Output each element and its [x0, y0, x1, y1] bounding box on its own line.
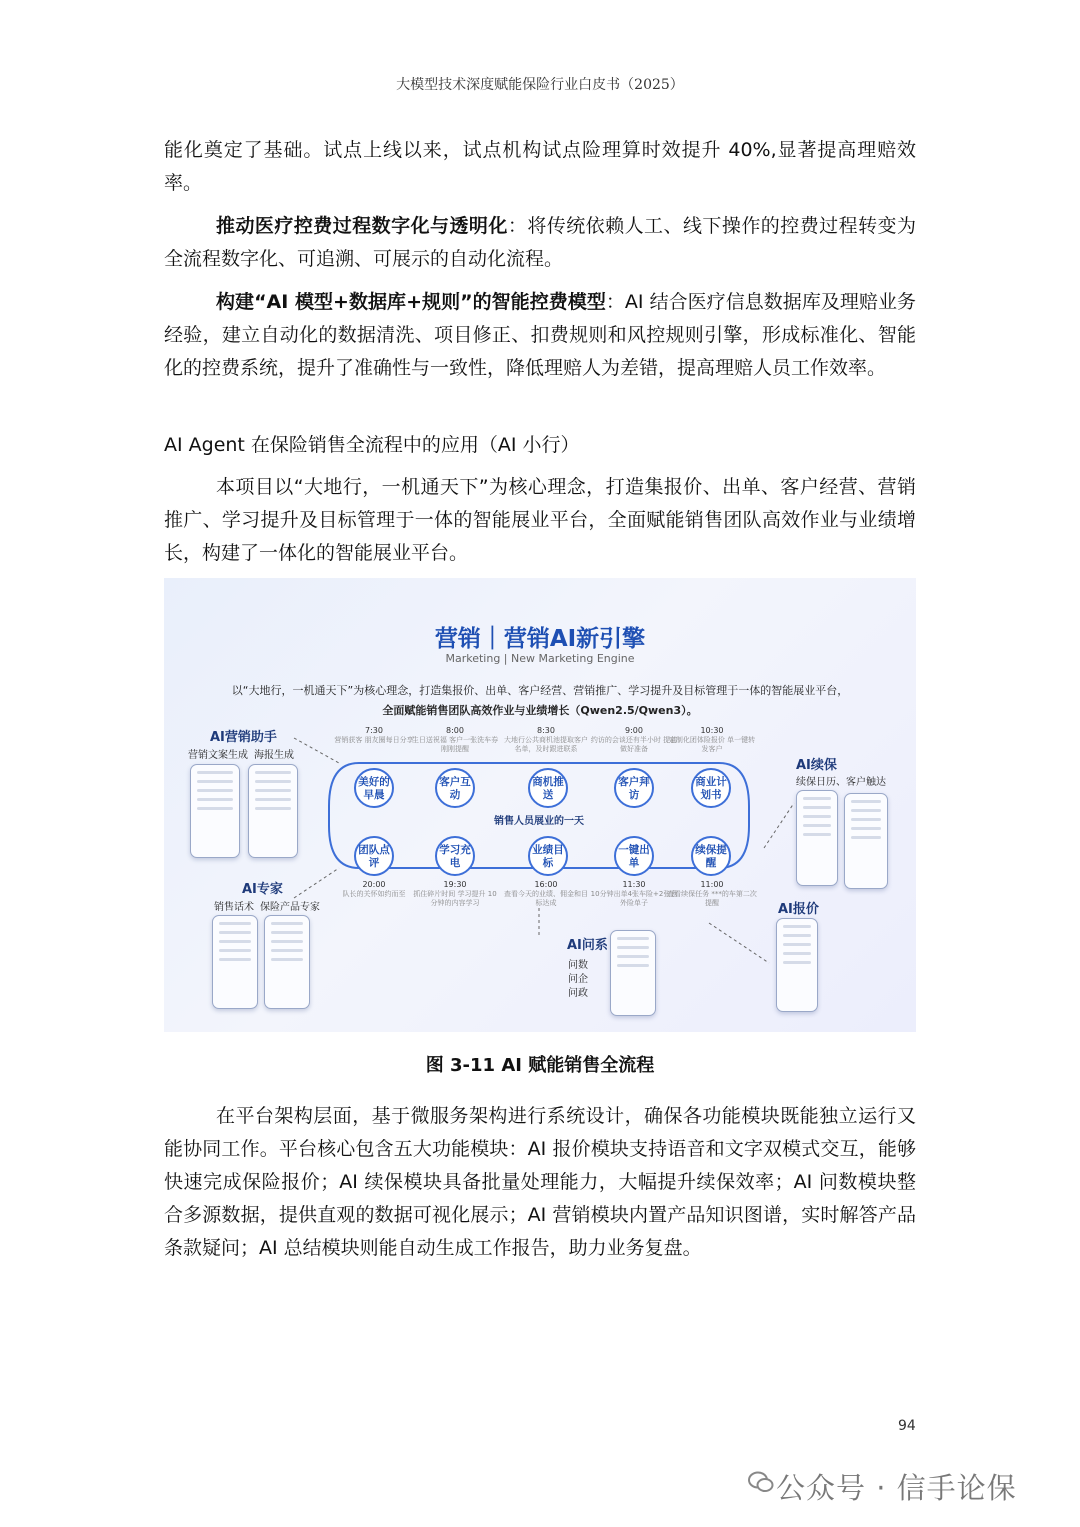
node-customer-interaction: 客户互动 — [435, 768, 475, 808]
bottom-time-4: 11:30 — [622, 880, 646, 889]
phone-mockup-expert-2 — [264, 915, 310, 1009]
ai-quote-title: AI报价 — [778, 902, 819, 917]
bottom-time-1: 20:00 — [362, 880, 386, 889]
running-header: 大模型技术深度赋能保险行业白皮书（2025） — [396, 77, 684, 93]
phone-mockup-marketing-2 — [248, 764, 298, 858]
ai-qa-item-1: 问数 — [568, 960, 588, 971]
figure-marketing-flow — [164, 578, 916, 1032]
paragraph-2-lead: 推动医疗控费过程数字化与透明化 — [216, 215, 508, 237]
figure-desc-line-1: 以“大地行，一机通天下”为核心理念，打造集报价、出单、客户经营、营销推广、学习提升及目标管理于一体的智能展业平台， — [231, 684, 849, 697]
bottom-text-2: 抓住碎片时间 学习提升 10分钟的内容学习 — [413, 890, 497, 907]
ai-expert-item-1: 销售话术 — [214, 902, 254, 913]
node-learning: 学习充电 — [435, 836, 475, 876]
phone-mockup-marketing-1 — [190, 764, 240, 858]
bottom-text-1: 队长的关怀如约而至 — [342, 890, 406, 898]
ai-marketing-item-1: 营销文案生成 — [188, 750, 248, 761]
phone-mockup-qa — [610, 930, 656, 1016]
figure-subtitle: Marketing | New Marketing Engine — [445, 652, 635, 665]
bottom-text-3: 查看今天的业绩、佣金和目标达成 — [504, 890, 588, 907]
figure-caption: 图 3-11 AI 赋能销售全流程 — [425, 1055, 655, 1076]
node-opportunity-push: 商机推送 — [528, 768, 568, 808]
node-morning: 美好的早晨 — [354, 768, 394, 808]
bottom-time-3: 16:00 — [534, 880, 558, 889]
page-number: 94 — [898, 1418, 916, 1434]
top-text-4: 约访的会谈还有半小时 提前做好准备 — [590, 736, 678, 753]
paragraph-3-lead: 构建“AI 模型+数据库+规则”的智能控费模型 — [216, 291, 606, 313]
section-subheading: AI Agent 在保险销售全流程中的应用（AI 小行） — [164, 434, 580, 456]
ai-expert-title: AI专家 — [242, 882, 283, 897]
ai-expert-item-2: 保险产品专家 — [260, 902, 320, 913]
ai-marketing-title: AI营销助手 — [210, 730, 277, 745]
bottom-time-5: 11:00 — [700, 880, 724, 889]
wechat-icon — [748, 1469, 774, 1495]
node-performance-goal: 业绩目标 — [528, 836, 568, 876]
ai-renewal-item: 续保日历、客户触达 — [796, 777, 886, 788]
phone-mockup-expert-1 — [212, 915, 258, 1009]
ai-marketing-item-2: 海报生成 — [254, 750, 294, 761]
phone-mockup-quote — [776, 918, 818, 1012]
center-label: 销售人员展业的一天 — [494, 816, 584, 827]
top-time-3: 8:30 — [537, 726, 555, 735]
top-text-1: 营销获客 朋友圈每日分享 — [334, 736, 414, 744]
top-text-2: 生日送祝福 客户一张洗车券刚刚提醒 — [411, 736, 499, 753]
ai-qa-title: AI问系 — [567, 938, 608, 953]
node-renewal-reminder: 续保提醒 — [691, 836, 731, 876]
ai-renewal-title: AI续保 — [796, 758, 837, 773]
ai-qa-item-2: 问企 — [568, 974, 588, 985]
top-text-5: 定制化团体险报价 单一键转发客户 — [668, 736, 756, 753]
node-team-review: 团队点评 — [354, 836, 394, 876]
paragraph-4: 本项目以“大地行，一机通天下”为核心理念，打造集报价、出单、客户经营、营销推广、学习提升及目标管理于一体的智能展业平台，全面赋能销售团队高效作业与业绩增长，构建了一体化的智能展业平台。 — [164, 476, 916, 564]
paragraph-2 — [164, 210, 916, 276]
paragraph-1: 能化奠定了基础。试点上线以来，试点机构试点险理算时效提升 40%,显著提高理赔效率。 — [164, 139, 916, 194]
node-business-plan: 商业计划书 — [691, 768, 731, 808]
bottom-text-5: 查看续保任务 ***的车第二次提醒 — [667, 890, 757, 907]
top-time-1: 7:30 — [365, 726, 383, 735]
node-customer-visit: 客户拜访 — [614, 768, 654, 808]
paragraph-3 — [164, 286, 916, 385]
bottom-time-2: 19:30 — [443, 880, 467, 889]
figure-desc-line-2: 全面赋能销售团队高效作业与业绩增长（Qwen2.5/Qwen3）。 — [382, 704, 698, 717]
node-one-click-issue: 一键出单 — [614, 836, 654, 876]
ai-qa-item-3: 问政 — [568, 988, 588, 999]
paragraph-2-text: ：将传统依赖人工、线下操作的控费过程转变为全流程数字化、可追溯、可展示的自动化流程。 — [164, 215, 916, 270]
paragraph-5: 在平台架构层面，基于微服务架构进行系统设计，确保各功能模块既能独立运行又能协同工作。平台核心包含五大功能模块：AI 报价模块支持语音和文字双模式交互，能够快速完成保险报价；AI 续保模块具备批量处理能力，大幅提升续保效率；AI 问数模块整合多源数据，提供直观的数据可视化展示；AI 营销模块内置产品知识图谱，实时解答产品条款疑问；AI 总结模块则能自动生成工作报告，助力业务复盘。 — [164, 1105, 916, 1259]
figure-title: 营销｜营销AI新引擎 — [434, 626, 646, 652]
phone-mockup-renewal-2 — [844, 793, 888, 889]
top-time-2: 8:00 — [446, 726, 464, 735]
top-time-4: 9:00 — [625, 726, 643, 735]
watermark: 公众号 · 信手论保 — [776, 1471, 1017, 1505]
phone-mockup-renewal-1 — [796, 790, 838, 886]
top-text-3: 大地行公共商机池提取客户名单，及时跟进联系 — [504, 736, 588, 753]
bottom-text-4: 10分钟出单4张车险+2张意外险单子 — [590, 890, 678, 907]
top-time-5: 10:30 — [700, 726, 724, 735]
paragraph-3-text: ：AI 结合医疗信息数据库及理赔业务经验，建立自动化的数据清洗、项目修正、扣费规则和风控规则引擎，形成标准化、智能化的控费系统，提升了准确性与一致性，降低理赔人为差错，提高理赔人员工作效率。 — [164, 291, 916, 379]
